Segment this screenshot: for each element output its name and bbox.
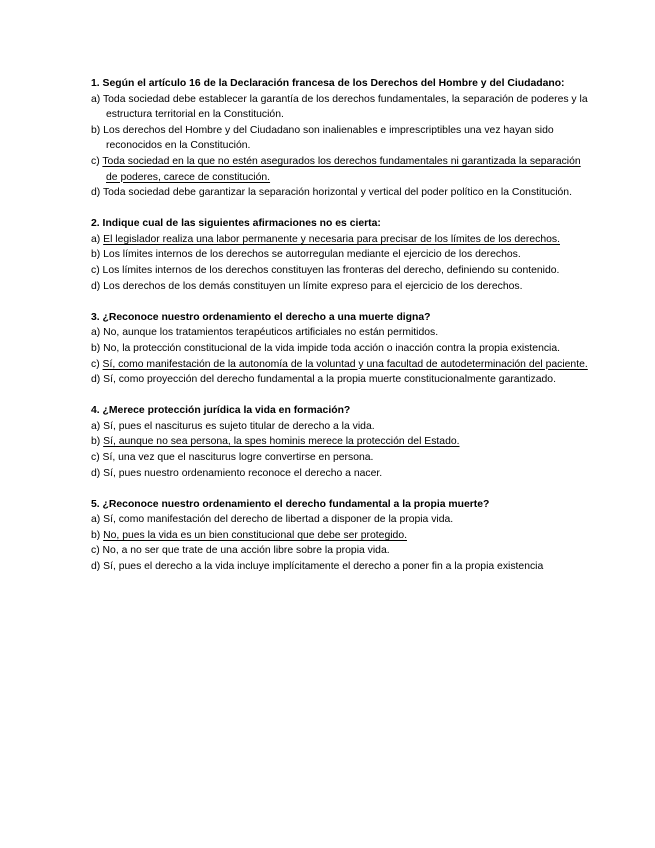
option-letter: c) xyxy=(91,545,100,557)
option-text-underlined: Sí, como manifestación de la autonomía de la voluntad y una facultad de autodeterminación del paciente. xyxy=(102,358,588,370)
option-letter: d) xyxy=(91,187,101,199)
option-letter: a) xyxy=(91,514,101,526)
option-letter: b) xyxy=(91,529,101,541)
option-text-underlined: No, pues la vida es un bien constitucional que debe ser protegido. xyxy=(103,529,407,541)
option-letter: d) xyxy=(91,374,101,386)
answer-option-b xyxy=(91,341,595,357)
option-letter: b) xyxy=(91,249,101,261)
option-letter: c) xyxy=(91,358,100,370)
question-2 xyxy=(91,216,595,294)
question-5 xyxy=(91,497,595,575)
option-text: Sí, pues el derecho a la vida incluye implícitamente el derecho a poner fin a la propia existencia xyxy=(103,561,544,573)
option-letter: d) xyxy=(91,561,101,573)
question-title: 2. Indique cual de las siguientes afirmaciones no es cierta: xyxy=(91,218,381,230)
answer-option-a xyxy=(91,512,595,528)
option-letter: a) xyxy=(91,93,101,105)
option-text: Los derechos del Hombre y del Ciudadano son inalienables e imprescriptibles una vez hayan sido reconocidos en la Constitución. xyxy=(103,124,554,152)
answer-option-b xyxy=(91,434,595,450)
option-text-underlined: Sí, aunque no sea persona, la spes hominis merece la protección del Estado. xyxy=(103,436,460,448)
answer-option-d xyxy=(91,279,595,295)
option-text: Los límites internos de los derechos constituyen las fronteras del derecho, definiendo su contenido. xyxy=(102,265,560,277)
option-text: No, a no ser que trate de una acción libre sobre la propia vida. xyxy=(102,545,390,557)
option-text: Sí, pues el nasciturus es sujeto titular de derecho a la vida. xyxy=(103,420,375,432)
option-text: Sí, como proyección del derecho fundamental a la propia muerte constitucionalmente garantizado. xyxy=(103,374,556,386)
option-letter: a) xyxy=(91,420,101,432)
option-text: Los derechos de los demás constituyen un límite expreso para el ejercicio de los derechos. xyxy=(103,280,523,292)
question-title: 3. ¿Reconoce nuestro ordenamiento el derecho a una muerte digna? xyxy=(91,311,431,323)
option-text-underlined: El legislador realiza una labor permanente y necesaria para precisar de los límites de los derechos. xyxy=(103,233,560,245)
question-title: 5. ¿Reconoce nuestro ordenamiento el derecho fundamental a la propia muerte? xyxy=(91,498,490,510)
question-3 xyxy=(91,310,595,388)
answer-option-c xyxy=(91,543,595,559)
answer-option-b xyxy=(91,528,595,544)
answer-option-d xyxy=(91,185,595,201)
answer-option-c xyxy=(91,357,595,373)
option-text: Sí, pues nuestro ordenamiento reconoce el derecho a nacer. xyxy=(103,467,383,479)
option-text: Los límites internos de los derechos se autorregulan mediante el ejercicio de los derechos. xyxy=(103,249,521,261)
option-letter: b) xyxy=(91,124,101,136)
option-text: Sí, como manifestación del derecho de libertad a disponer de la propia vida. xyxy=(103,514,454,526)
option-letter: a) xyxy=(91,233,101,245)
answer-option-b xyxy=(91,123,595,154)
option-letter: c) xyxy=(91,155,100,167)
question-1 xyxy=(91,76,595,201)
option-text: No, la protección constitucional de la vida impide toda acción o inacción contra la propia existencia. xyxy=(103,342,561,354)
option-text-underlined: Toda sociedad en la que no estén asegurados los derechos fundamentales ni garantizada la separación de poderes, carece de constitución. xyxy=(102,155,581,183)
option-letter: d) xyxy=(91,467,101,479)
option-text: Sí, una vez que el nasciturus logre convertirse en persona. xyxy=(102,451,374,463)
option-text: No, aunque los tratamientos terapéuticos artificiales no están permitidos. xyxy=(103,327,439,339)
option-letter: b) xyxy=(91,436,101,448)
answer-option-c xyxy=(91,450,595,466)
answer-option-d xyxy=(91,466,595,482)
answer-option-a xyxy=(91,232,595,248)
question-list xyxy=(91,76,595,575)
question-title: 1. Según el artículo 16 de la Declaración francesa de los Derechos del Hombre y del Ciudadano: xyxy=(91,78,565,89)
option-text: Toda sociedad debe garantizar la separación horizontal y vertical del poder político en la Constitución. xyxy=(102,187,572,199)
answer-option-a xyxy=(91,92,595,123)
option-letter: c) xyxy=(91,451,100,463)
option-text: Toda sociedad debe establecer la garantía de los derechos fundamentales, la separación de poderes y la estructura territorial en la Constitución. xyxy=(102,93,588,121)
answer-option-d xyxy=(91,372,595,388)
answer-option-d xyxy=(91,559,595,575)
option-letter: d) xyxy=(91,280,101,292)
option-letter: a) xyxy=(91,327,101,339)
answer-option-c xyxy=(91,154,595,185)
option-letter: b) xyxy=(91,342,101,354)
question-4 xyxy=(91,403,595,481)
answer-option-b xyxy=(91,247,595,263)
option-letter: c) xyxy=(91,265,100,277)
answer-option-a xyxy=(91,419,595,435)
answer-option-a xyxy=(91,325,595,341)
question-title: 4. ¿Merece protección jurídica la vida en formación? xyxy=(91,405,351,417)
answer-option-c xyxy=(91,263,595,279)
